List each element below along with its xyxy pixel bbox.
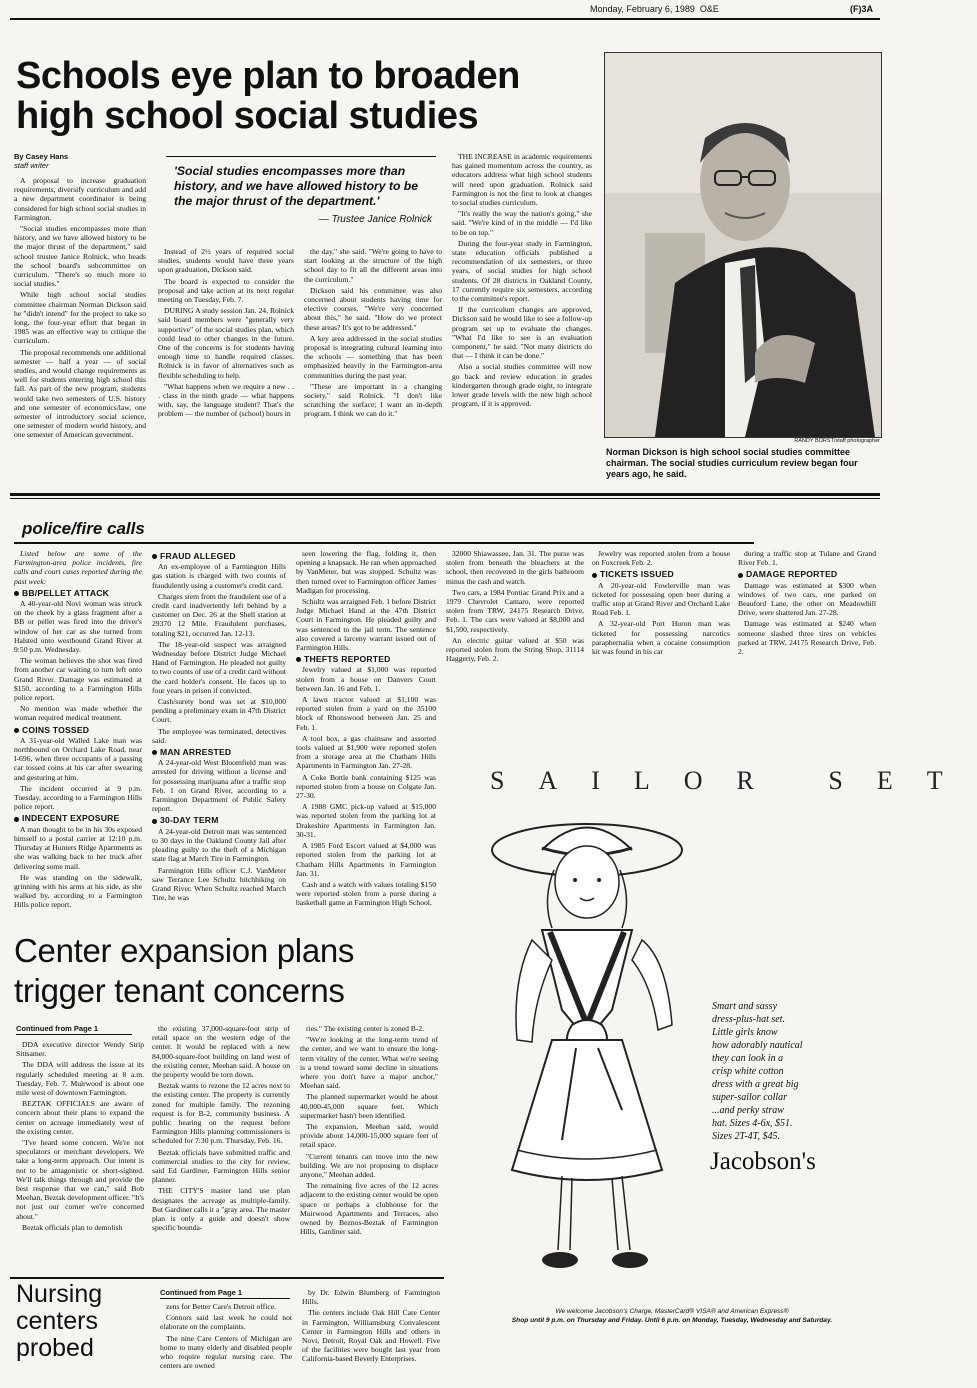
police-column-5 [592, 549, 730, 658]
paragraph: "We're looking at the long-term trend of the center, and we want to ensure the long-term vitality of the center. What we're seeing is a trend toward some decline in situations where you don't have a major anchor," Meehan said. [300, 1035, 438, 1091]
ad-copy-line: Little girls know [712, 1027, 778, 1038]
ad-copy-line: ...and perky straw [712, 1105, 784, 1116]
headline-line: trigger tenant concerns [14, 972, 345, 1009]
story2-column-2 [152, 1024, 290, 1234]
paragraph: "Social studies encompasses more than history, and we have allowed history to be the major thrust of the department," said school trustee Janice Rolnick, who heads the school board's subcommittee on curriculum. "There's so much more to social studies." [14, 224, 146, 289]
pull-quote-rule-top [166, 156, 436, 157]
paragraph: A 40-year-old Novi woman was struck on the cheek by a glass fragment after a BB or pellet was fired into the driver's window of her car as she turned from Halsted onto westbound Grand River at 9:50 p.m. Wednesday. [14, 599, 142, 655]
ad-copy-line: hat. Sizes 4-6x, $51. [712, 1118, 793, 1129]
paragraph: The proposal recommends one additional semester — half a year — of social studies, and would change requirements as well for students entering high school this fall. As part of the new program, students would take two semesters of U.S. history and one semester of economics/law, one semester of introductory social science, one semester of modern world history, and one semester of American government. [14, 347, 146, 440]
paragraph: The expansion, Meehan said, would provide about 14,000-15,000 square feet of retail space. [300, 1122, 438, 1150]
police-column-6 [738, 549, 876, 658]
paragraph: Beztak officials have submitted traffic and commercial studies to the city for review, said Ed Gardiner, Farmington Hills senior planner. [152, 1147, 290, 1185]
story2-column-3 [300, 1024, 438, 1238]
portrait-illustration [605, 53, 881, 437]
story1-column-4 [452, 152, 592, 410]
section-rule [10, 493, 880, 496]
paragraph: The incident occurred at 9 p.m. Tuesday, according to a Farmington Hills police report. [14, 783, 142, 812]
paragraph: An ex-employee of a Farmington Hills gas station is charged with two counts of fraudulently using a customer's credit card. [152, 562, 286, 590]
police-column-1 [14, 549, 142, 912]
paragraph: ries." The existing center is zoned B-2. [306, 1024, 425, 1033]
section-rule-thin [10, 498, 880, 499]
paragraph: Schultz was arraigned Feb. 1 before District Judge Michael Hand at the 47th District Court in Farmington. He pleaded guilty and was sentenced to the jail term. The sentence also covered a larceny warrant issued out of Farmington Hills. [296, 597, 436, 653]
paragraph: DDA executive director Wendy Strip Sittsamer. [16, 1040, 144, 1059]
ad-copy-line: how adorably nautical [712, 1040, 803, 1051]
paragraph: "Current tenants can move into the new building. We are not proposing to displace anyone," Meehan added. [300, 1151, 438, 1180]
paragraph: A proposal to increase graduation requirements, diversify curriculum and add a new department coordinator is being considered for high school social studies in Farmington. [14, 176, 146, 222]
bullet-icon [14, 817, 19, 822]
ad-copy-line: crisp white cotton [712, 1066, 784, 1077]
paragraph: The centers include Oak Hill Care Center in Farmington, Williamsburg Convalescent Center in Farmington Hills and others in Novi, Detroit, Royal Oak and Howell. Five of the facilities were bought last year from California-based Beverly Enterprises. [302, 1308, 440, 1364]
paragraph: during a traffic stop at Tulane and Grand River Feb. 1. [738, 549, 876, 568]
police-section-title: police/fire calls [22, 519, 145, 538]
paragraph: The nine Care Centers of Michigan are home to many elderly and disabled people who require regular nursing care. The centers are owned [160, 1333, 292, 1371]
paragraph: "What happens when we require a new . . . class in the ninth grade — what happens with, say, the language student? That's the problem — the number of (school) hours in [158, 381, 294, 419]
bullet-icon [592, 573, 597, 578]
paragraph: DURING A study session Jan. 24, Rolnick said board members were "generally very supportive" of the social studies plan, which could lead to other changes in the future. One of the concerns is for students having enough time to handle required classes. Rolnick is in favor of alternatives such as flexible scheduling to help. [158, 306, 294, 380]
paragraph: BEZTAK OFFICIALS are aware of concern about their plans to expand the center on acreage immediately west of the existing center. [16, 1099, 144, 1136]
paragraph: Also a social studies committee will now go back and review education in grades kindergarten through grade eight, to integrate lower grade levels with the new high school program, if it is approved. [452, 362, 592, 409]
bullet-icon [152, 750, 157, 755]
police-heading: COINS TOSSED [14, 726, 142, 735]
police-title-rule [14, 542, 754, 544]
paragraph: A lawn tractor valued at $1,100 was reported stolen from a yard on the 35100 block of Rhonswood between Jan. 25 and Feb. 1. [296, 695, 436, 732]
story1-column-1 [14, 176, 146, 442]
paragraph: Jewelry valued at $1,000 was reported stolen from a house on Danvers Court between Jan. 16 and Feb. 1. [296, 665, 436, 693]
bullet-icon [152, 819, 157, 824]
photo-caption: Norman Dickson is high school social studies committee chairman. The social studies curriculum review began four years ago, he said. [606, 447, 858, 479]
paragraph: the day," she said. "We're going to have to start looking at the structure of the high school day to fit all the different areas into the curriculum." [304, 247, 442, 284]
paragraph: Damage was estimated at $300 when windows of two cars, one parked on Beauford Lane, the other on Meadowhill Drive, were shattered Jan. 27-28. [738, 580, 876, 618]
paragraph: "These are important in a changing society," said Rolnick. "I don't like scratching the surface; I want an in-depth program. I think we can do it." [304, 381, 442, 419]
bullet-icon [14, 728, 19, 733]
paragraph: the existing 37,000-square-foot strip of retail space on the western edge of the center. It would be replaced with a new 84,000-square-foot building on land west of the existing center, Meehan said. A house on the property would be torn down. [152, 1024, 290, 1080]
police-column-2 [152, 549, 286, 904]
story2-continued: Continued from Page 1 [16, 1024, 132, 1035]
paragraph: Beztak officials plan to demolish [22, 1222, 123, 1232]
paragraph: The employee was terminated, detectives said. [152, 726, 286, 745]
paragraph: A 24-year-old Detroit man was sentenced to 30 days in the Oakland County Jail after pleading guilty to the theft of a Michigan state flag at March Tire in Farmington. [152, 826, 286, 864]
pull-quote-attribution: — Trustee Janice Rolnick [318, 214, 432, 225]
paragraph: Instead of 2½ years of required social studies, students would have three years upon graduation, Dickson said. [158, 247, 294, 275]
police-heading: INDECENT EXPOSURE [14, 814, 142, 823]
paragraph: by Dr. Edwin Blumberg of Farmington Hills. [302, 1288, 440, 1307]
paper-name: O&E [699, 4, 719, 14]
police-intro: Listed below are some of the Farmington-area police incidents, fire calls and court cases reported during the past week: [14, 549, 142, 586]
page-number: (F)3A [850, 4, 873, 14]
paragraph: seen lowering the flag, folding it, then opening a knapsack. He ran when approached by VanMeter, but was stopped. Schultz was then turned over to Farmington officer James Madigan for processing. [296, 549, 436, 595]
story3-continued: Continued from Page 1 [160, 1288, 290, 1299]
paragraph: A 24-year-old West Bloomfield man was arrested for driving without a license and for possessing marijuana after a traffic stop Feb. 1 on Grand River, according to a Farmington Department of Public Safety report. [152, 758, 286, 814]
police-heading: TICKETS ISSUED [592, 570, 730, 579]
paragraph: zens for Better Care's Detroit office. [166, 1302, 277, 1311]
paragraph: Cash and a watch with values totaling $150 were reported stolen from a purse during a basketball game at Farmington High School, [296, 879, 436, 908]
police-heading: FRAUD ALLEGED [152, 552, 286, 561]
paragraph: A Coke Bottle bank containing $125 was reported stolen from a house on Colgate Jan. 27-30. [296, 772, 436, 801]
paragraph: The remaining five acres of the 12 acres adjacent to the existing center would be open space or perhaps a clubhouse for the Muirwood Apartments and Terraces, also owned by Beznos-Beztak of Farmington Hills, Gardiner said. [300, 1181, 438, 1237]
paragraph: A 1988 GMC pick-up valued at $15,000 was reported stolen from the parking lot at Drakeshire Apartments in Farmington Jan. 30-31. [296, 802, 436, 839]
paragraph: During the four-year study in Farmington, state education officials published a recommendation of six semesters, or three years, of social studies for high school students. Of 28 districts in Oakland County, 17 currently require six semesters, according to the committee's report. [452, 238, 592, 304]
pull-quote [174, 164, 432, 225]
paragraph: If the curriculum changes are approved, Dickson said he would like to see a follow-up program set up to evaluate the changes. "What I'd like to see is an evaluation component," he said. "Not many districts do that — I think it can be done." [452, 305, 592, 361]
paragraph: The DDA will address the issue at its regularly scheduled meeting at 8 a.m. Tuesday, Feb. 7. Mulrwood is about one mile west of downtown Farmington. [16, 1060, 144, 1098]
date-line [590, 4, 719, 14]
paragraph: THE CITY'S master land use plan designates the acreage as multiple-family. But Gardiner calls it a "gray area. The master plan is only a guide and doesn't show specific bounda- [152, 1186, 290, 1233]
girl-illustration [472, 810, 722, 1300]
paragraph: Farmington Hills officer C.J. VanMeter saw Terrance Lee Schultz hitchhiking on Grand River. When Schultz reached March Tire, he was [152, 865, 286, 903]
paragraph: Damage was estimated at $240 when someone slashed three tires on vehicles parked at TRW, 24175 Research Drive, Feb. 2. [738, 619, 876, 657]
byline-name: By Casey Hans [14, 152, 69, 161]
paragraph: "It's really the way the nation's going," she said. "We're kind of in the middle — I'd like to be on top." [452, 209, 592, 237]
ad-footer-line: Shop until 9 p.m. on Thursday and Friday. Until 6 p.m. on Monday, Tuesday, Wednesday and Saturday. [511, 1316, 833, 1324]
pull-quote-text: 'Social studies encompasses more than history, and we have allowed history to be the major thrust of the department.' [174, 164, 419, 208]
ad-copy-line: dress-plus-hat set. [712, 1014, 785, 1025]
police-column-4 [446, 549, 584, 665]
story3-rule [10, 1277, 444, 1279]
bullet-icon [152, 554, 157, 559]
paragraph: A man thought to be in his 30s exposed himself to a postal carrier at 12:10 p.m. Thursday at Hunters Ridge Apartments as she was walking back to her truck after delivering some mail. [14, 824, 142, 871]
headline-line: Nursing [16, 1280, 103, 1308]
paragraph: He was standing on the sidewalk, grinning with his arms at his side, as she walked by, according to a Farmington Hills police report. [14, 872, 142, 910]
story3-column-2 [302, 1288, 440, 1366]
bullet-icon [738, 573, 743, 578]
ad-footer-line: We welcome Jacobson's Charge, MasterCard® VISA® and American Express® [555, 1308, 789, 1315]
story3-column-1 [160, 1302, 292, 1372]
bullet-icon [296, 657, 301, 662]
paragraph: "I've heard some concern. We're not speculators or merchant developers. We take a long-term approach. Our intent is not to be antagonistic or short-sighted. We'll talk things through and provide the best response that we can," said Bob Meehan, Beztak development officer. "It's not just our corner we're concerned about." [16, 1138, 144, 1221]
jacobsons-ad [452, 720, 977, 1368]
top-rule [10, 18, 880, 20]
headline-line: Center expansion plans [14, 932, 355, 969]
paragraph: A 1985 Ford Escort valued at $4,000 was reported stolen from the parking lot at Chatham Hills Apartments in Farmington Jan. 31. [296, 841, 436, 878]
paragraph: Connors said last week he could not elaborate on the complaints. [160, 1313, 292, 1332]
paragraph: The planned supermarket would be about 40,000-45,000 square feet. Which supermarket hasn't been identified. [300, 1092, 438, 1120]
paragraph: Jewelry was reported stolen from a house on Foxcreek Feb. 2. [592, 549, 730, 568]
paragraph: No mention was made whether the woman required medical treatment. [14, 704, 142, 723]
story2-headline [14, 931, 454, 1011]
story2-column-1 [16, 1040, 144, 1234]
paragraph: A tool box, a gas chainsaw and assorted tools valued at $1,900 were reported stolen from a storage area at the Chatham Hills Apartments in Farmington Jan. 27-28. [296, 733, 436, 771]
police-heading: DAMAGE REPORTED [738, 570, 876, 579]
police-heading: THEFTS REPORTED [296, 655, 436, 664]
byline-role: staff writer [14, 161, 49, 170]
paragraph: While high school social studies committee chairman Norman Dickson said he "didn't intend" for the project to take so long, the four-year effort that began in 1985 was an effective way to critique the curriculum. [14, 290, 146, 346]
dickson-photo [604, 52, 882, 438]
paragraph: A 20-year-old Fowlerville man was ticketed for possessing open beer during a traffic stop at Grand River and Orchard Lake Road Feb. 1. [592, 580, 730, 618]
police-column-3 [296, 549, 436, 910]
headline-line: centers [16, 1307, 98, 1335]
paragraph: Charges stem from the fraudulent use of a credit card inadvertently left behind by a customer on Dec. 26 at the Shell station at 29370 12 Mile. Fraudulent purchases, totaling $21, occurred Jan. 12-13. [152, 591, 286, 638]
story1-column-2 [158, 247, 294, 421]
paragraph: THE INCREASE in academic requirements has gained momentum across the country, as educators address what high school students will need upon graduation. Rolnick said Farmington is not the first to look at changes to social studies curriculum. [452, 152, 592, 208]
paragraph: A 32-year-old Port Huron man was ticketed for possessing narcotics paraphernalia when a cocaine consumption kit was found in his car [592, 619, 730, 657]
story3-headline [16, 1281, 146, 1362]
ad-copy-line: Smart and sassy [712, 1001, 778, 1012]
paragraph: 32000 Shiawassee, Jan. 31. The purse was stolen from beneath the bleachers at the school, then recovered in the girls bathroom minus the cash and watch. [446, 549, 584, 586]
ad-copy-line: Sizes 2T-4T, $45. [712, 1131, 780, 1142]
police-heading: MAN ARRESTED [152, 748, 286, 757]
ad-copy [712, 1000, 882, 1143]
paragraph: Dickson said his committee was also concerned about students having time for elective courses. "We're very concerned about this," he said. "How do we protect these areas? It's got to be addressed." [304, 285, 442, 332]
ad-copy-line: dress with a great big [712, 1079, 799, 1090]
ad-title: SAILOR SET [490, 766, 977, 795]
paragraph: The board is expected to consider the proposal and take action at its next regular meeting on Tuesday, Feb. 7. [158, 276, 294, 305]
headline-line: probed [16, 1334, 94, 1362]
paragraph: Cash/surety bond was set at $10,000 pending a preliminary exam in 47th District Court. [152, 697, 286, 725]
ad-copy-line: super-sailor collar [712, 1092, 788, 1103]
paragraph: An electric guitar valued at $50 was reported stolen from the String Shop, 31114 Haggerty, Feb. 2. [446, 635, 584, 664]
police-heading: 30-DAY TERM [152, 816, 286, 825]
paragraph: Two cars, a 1984 Pontiac Grand Prix and a 1979 Chevrolet Camaro, were reported stolen from TRW, 24175 Research Drive, Feb. 1. The cars were valued at $8,000 and $1,500, respectively. [446, 587, 584, 634]
paragraph: A 31-year-old Walled Lake man was northbound on Orchard Lake Road, near I-696, when three occupants of a passing car tossed coins at his car after swearing and gesturing at him. [14, 735, 142, 782]
paragraph: The 18-year-old suspect was arraigned Wednesday before District Judge Michael Hand of Farmington. He pleaded not guilty to two counts of use of a credit card without the card holder's consent. He faces up to four years in prison if convicted. [152, 639, 286, 695]
paragraph: A key area addressed in the social studies proposal is integrating cultural learning into the schools — something that has been emphasized heavily in the Farmington-area communities during the past year. [304, 333, 442, 380]
ad-copy-line: they can look in a [712, 1053, 784, 1064]
issue-date: Monday, February 6, 1989 [590, 4, 695, 14]
police-heading: BB/PELLET ATTACK [14, 589, 142, 598]
story1-byline [14, 152, 114, 170]
paragraph: Beztak wants to rezone the 12 acres next to the existing center. The property is currently zoned for multiple family. The rezoning request is for B-2, community business. A public hearing on the request before Farmington Hills planning commissioners is scheduled for 7:30 p.m. Thursday, Feb. 16. [152, 1081, 290, 1146]
paragraph: The woman believes the shot was fired from another car waiting to turn left onto Grand River. Damage was estimated at $150, according to a Farmington Hills police report. [14, 656, 142, 703]
bullet-icon [14, 591, 19, 596]
ad-footer [472, 1308, 872, 1325]
jacobsons-logo: Jacobson's [710, 1148, 816, 1175]
story1-headline: Schools eye plan to broaden high school social studies [16, 55, 520, 137]
story1-column-3 [304, 247, 442, 421]
photo-credit: RANDY BORST/staff photographer [794, 438, 880, 444]
